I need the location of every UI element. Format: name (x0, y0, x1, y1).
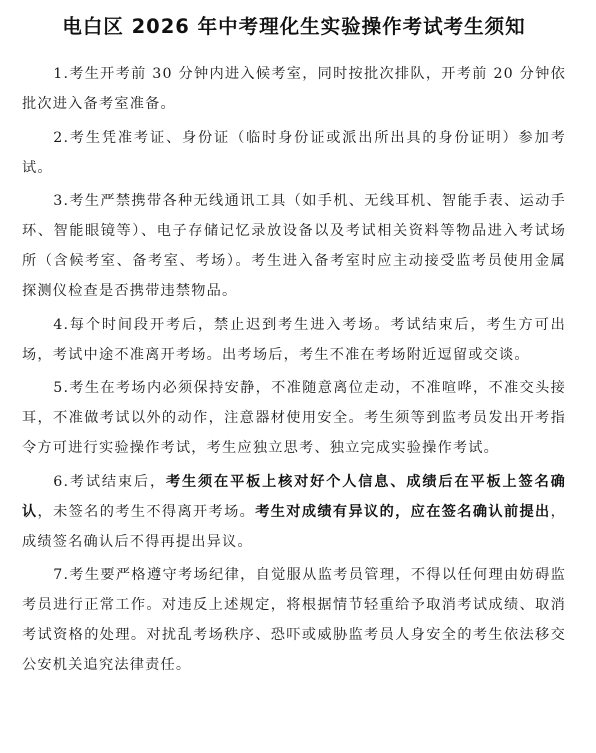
rule-text: ，未签名的考生不得离开考场。 (37, 503, 256, 520)
rule-text: 3.考生严禁携带各种无线通讯工具（如手机、无线耳机、智能手表、运动手环、智能眼镜等）、电子存储记忆录放设备以及考试相关资料等物品进入考试场所（含候考室、备考室、考场）。考生进入备考室时应主动接受监考员使用金属探测仪检查是否携带违禁物品。 (22, 193, 566, 299)
rule-emphasis-text: 考生须在平板上核对好个人信息、成绩后在平板上签名确认 (22, 473, 566, 520)
rule-text: 7.考生要严格遵守考场纪律，自觉服从监考员管理，不得以任何理由妨碍监考员进行正常工作。对违反上述规定，将根据情节轻重给予取消考试成绩、取消考试资格的处理。对扰乱考场秩序、恐吓或威胁监考员人身安全的考生依法移交公安机关追究法律责任。 (22, 567, 566, 673)
rule-item-6 (22, 467, 566, 557)
page-title: 电白区 2026 年中考理化生实验操作考试考生须知 (62, 15, 526, 38)
rule-item-3 (22, 186, 566, 306)
rule-text: 4.每个时间段开考后，禁止迟到考生进入考场。考试结束后，考生方可出场，考试中途不准离开考场。出考场后，考生不准在考场附近逗留或交谈。 (22, 316, 566, 363)
rule-text: 2.考生凭准考证、身份证（临时身份证或派出所出具的身份证明）参加考试。 (22, 129, 566, 176)
rule-text: 6.考试结束后， (53, 473, 166, 490)
rule-item-1 (22, 59, 566, 119)
rule-text: 1.考生开考前 30 分钟内进入候考室，同时按批次排队，开考前 20 分钟依批次进入备考室准备。 (22, 66, 566, 112)
rule-text: 5.考生在考场内必须保持安静，不准随意离位走动，不准喧哗，不准交头接耳，不准做考试以外的动作，注意器材使用安全。考生须等到监考员发出开考指令方可进行实验操作考试，考生应独立思考、独立完成实验操作考试。 (22, 380, 566, 456)
rule-item-4 (22, 310, 566, 370)
rule-item-5 (22, 373, 566, 463)
rules-list (22, 59, 566, 680)
rule-item-7 (22, 560, 566, 680)
rule-item-2 (22, 123, 566, 183)
rule-text: ，成绩签名确认后不得再提出异议。 (22, 503, 566, 550)
rule-emphasis-text: 考生对成绩有异议的，应在签名确认前提出 (255, 503, 551, 520)
